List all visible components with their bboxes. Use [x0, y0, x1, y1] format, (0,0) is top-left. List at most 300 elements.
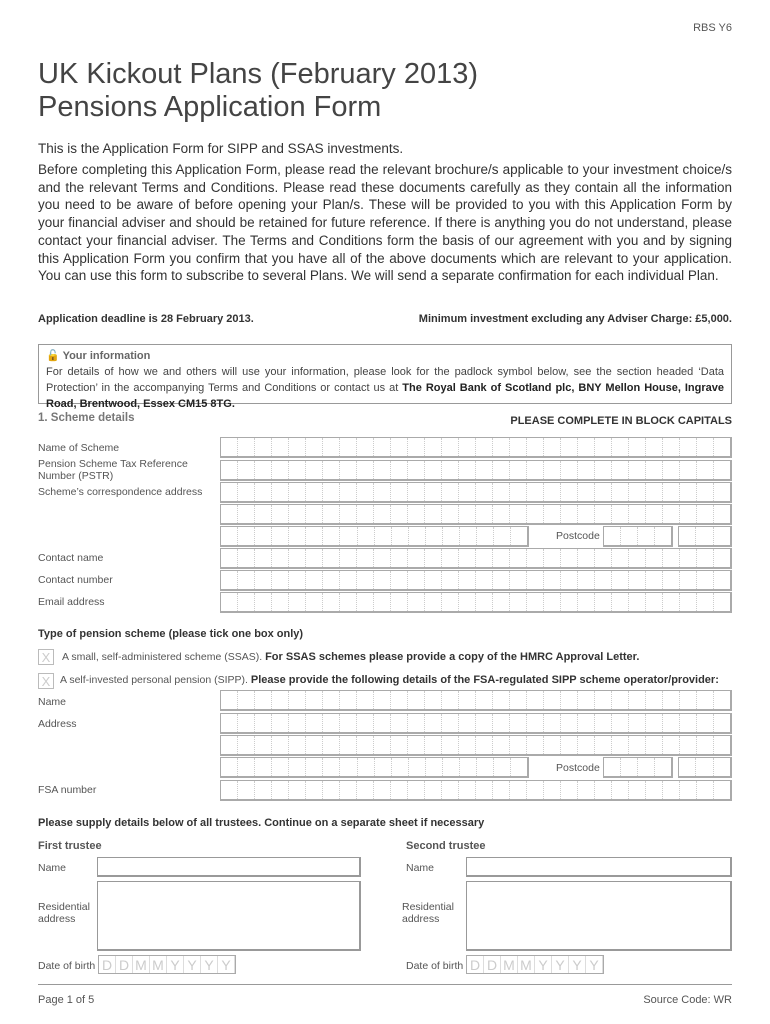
character-cell: [374, 691, 391, 709]
character-cell: [255, 483, 272, 501]
character-cell: [425, 505, 442, 523]
character-cell: [340, 736, 357, 754]
sipp-option: [60, 674, 719, 686]
character-cell: [612, 714, 629, 732]
character-cell: [578, 593, 595, 611]
character-cell: [646, 736, 663, 754]
character-cell: [510, 549, 527, 567]
title-line-1: UK Kickout Plans (February 2013): [38, 58, 479, 90]
second-trustee-dob-field[interactable]: [466, 955, 604, 974]
character-cell: [238, 461, 255, 479]
first-trustee-address-field[interactable]: [97, 881, 361, 951]
provider-address-line-3[interactable]: [220, 757, 529, 778]
character-cell: [425, 714, 442, 732]
address-label-line1: Residential: [402, 901, 454, 913]
provider-address-line-1[interactable]: [220, 713, 732, 734]
character-cell: [374, 549, 391, 567]
character-cell: [255, 527, 272, 545]
character-cell: [595, 781, 612, 799]
character-cell: [289, 461, 306, 479]
your-information-box: [38, 344, 732, 410]
character-cell: [391, 438, 408, 456]
info-text: For details of how we and others will use your information, please look for the padlock symbol below, see the section headed ‘Data Protection’ in the accompanying Terms and Conditions or contact us at: [46, 366, 724, 394]
character-cell: [612, 593, 629, 611]
character-cell: [561, 593, 578, 611]
character-cell: [323, 438, 340, 456]
provider-address-line-2[interactable]: [220, 735, 732, 756]
character-cell: [663, 691, 680, 709]
character-cell: [477, 758, 494, 776]
character-cell: [357, 438, 374, 456]
character-cell: [272, 593, 289, 611]
character-cell: [443, 527, 460, 545]
character-cell: [459, 461, 476, 479]
character-cell: [646, 781, 663, 799]
character-cell: [374, 505, 391, 523]
first-trustee-dob-label: Date of birth: [38, 960, 96, 972]
character-cell: [357, 593, 374, 611]
second-trustee-dob-label: Date of birth: [406, 960, 464, 972]
character-cell: [391, 781, 408, 799]
dob-cell: Y: [569, 956, 586, 973]
character-cell: [340, 483, 357, 501]
character-cell: [357, 571, 374, 589]
character-cell: [391, 505, 408, 523]
character-cell: [561, 483, 578, 501]
character-cell: [494, 527, 511, 545]
character-cell: [374, 571, 391, 589]
character-cell: [221, 736, 238, 754]
scheme-address-line-3[interactable]: [220, 526, 529, 547]
character-cell: [561, 461, 578, 479]
character-cell: [646, 549, 663, 567]
character-cell: [255, 571, 272, 589]
pstr-field[interactable]: [220, 460, 732, 481]
character-cell: [476, 483, 493, 501]
character-cell: [340, 691, 357, 709]
character-cell: [357, 549, 374, 567]
character-cell: [544, 571, 561, 589]
character-cell: [255, 714, 272, 732]
character-cell: [306, 736, 323, 754]
dob-cell: D: [484, 956, 501, 973]
character-cell: [255, 438, 272, 456]
character-cell: [238, 571, 255, 589]
character-cell: [425, 736, 442, 754]
character-cell: [544, 461, 561, 479]
character-cell: [578, 781, 595, 799]
character-cell: [357, 691, 374, 709]
character-cell: [714, 571, 730, 589]
character-cell: [289, 691, 306, 709]
character-cell: [442, 691, 459, 709]
character-cell: [460, 758, 477, 776]
character-cell: [561, 549, 578, 567]
character-cell: [459, 438, 476, 456]
label-fsa-number: FSA number: [38, 784, 97, 796]
character-cell: [561, 571, 578, 589]
character-cell: [272, 736, 289, 754]
character-cell: [714, 549, 730, 567]
character-cell: [629, 571, 646, 589]
character-cell: [663, 714, 680, 732]
character-cell: [493, 691, 510, 709]
character-cell: [221, 527, 238, 545]
character-cell: [425, 593, 442, 611]
ssas-label: A small, self-administered scheme (SSAS).: [62, 651, 263, 663]
character-cell: [595, 505, 612, 523]
form-code: RBS Y6: [693, 22, 732, 34]
dob-cell: Y: [167, 956, 184, 973]
character-cell: [221, 593, 238, 611]
character-cell: [374, 781, 391, 799]
first-trustee-address-label: [38, 901, 90, 925]
character-cell: [459, 714, 476, 732]
character-cell: [697, 736, 714, 754]
character-cell: [714, 781, 730, 799]
scheme-postcode-part-1[interactable]: [603, 526, 673, 547]
character-cell: [374, 593, 391, 611]
character-cell: [595, 691, 612, 709]
scheme-type-heading: Type of pension scheme (please tick one box only): [38, 628, 304, 640]
character-cell: [289, 714, 306, 732]
character-cell: [340, 438, 357, 456]
character-cell: [646, 505, 663, 523]
character-cell: [442, 483, 459, 501]
label-provider-postcode: Postcode: [556, 762, 600, 774]
character-cell: [510, 593, 527, 611]
character-cell: [621, 758, 638, 776]
character-cell: [646, 483, 663, 501]
character-cell: [493, 714, 510, 732]
character-cell: [425, 461, 442, 479]
character-cell: [289, 505, 306, 523]
character-cell: [604, 527, 621, 545]
character-cell: [510, 714, 527, 732]
first-trustee-dob-field[interactable]: [98, 955, 236, 974]
character-cell: [578, 438, 595, 456]
character-cell: [629, 593, 646, 611]
character-cell: [527, 593, 544, 611]
character-cell: [595, 571, 612, 589]
dob-cell: Y: [552, 956, 569, 973]
character-cell: [476, 781, 493, 799]
character-cell: [340, 549, 357, 567]
sipp-label: A self-invested personal pension (SIPP).: [60, 674, 248, 686]
character-cell: [697, 483, 714, 501]
character-cell: [340, 781, 357, 799]
character-cell: [459, 549, 476, 567]
character-cell: [714, 736, 730, 754]
character-cell: [374, 714, 391, 732]
character-cell: [612, 505, 629, 523]
character-cell: [375, 758, 392, 776]
character-cell: [306, 549, 323, 567]
trustees-heading: Please supply details below of all trustees. Continue on a separate sheet if necessary: [38, 817, 485, 829]
character-cell: [323, 461, 340, 479]
dob-cell: D: [116, 956, 133, 973]
character-cell: [697, 461, 714, 479]
character-cell: [655, 527, 671, 545]
section-scheme-details: 1. Scheme details: [38, 412, 135, 424]
character-cell: [409, 758, 426, 776]
character-cell: [714, 527, 730, 545]
character-cell: [306, 714, 323, 732]
character-cell: [272, 438, 289, 456]
character-cell: [476, 593, 493, 611]
character-cell: [459, 691, 476, 709]
character-cell: [425, 781, 442, 799]
character-cell: [459, 593, 476, 611]
character-cell: [425, 549, 442, 567]
character-cell: [612, 461, 629, 479]
character-cell: [578, 571, 595, 589]
character-cell: [595, 549, 612, 567]
character-cell: [289, 549, 306, 567]
sipp-note: Please provide the following details of the FSA-regulated SIPP scheme operator/provider:: [250, 674, 719, 686]
first-trustee-name-field[interactable]: [97, 857, 361, 877]
character-cell: [272, 691, 289, 709]
character-cell: [323, 758, 340, 776]
character-cell: [595, 483, 612, 501]
character-cell: [392, 758, 409, 776]
character-cell: [714, 505, 730, 523]
character-cell: [442, 714, 459, 732]
ssas-checkbox[interactable]: X: [38, 649, 54, 665]
character-cell: [408, 593, 425, 611]
character-cell: [544, 736, 561, 754]
character-cell: [714, 758, 730, 776]
character-cell: [697, 549, 714, 567]
character-cell: [493, 593, 510, 611]
info-heading: Your information: [62, 350, 151, 362]
character-cell: [272, 505, 289, 523]
character-cell: [425, 438, 442, 456]
character-cell: [340, 505, 357, 523]
label-scheme-name: Name of Scheme: [38, 442, 120, 454]
character-cell: [238, 483, 255, 501]
character-cell: [460, 527, 477, 545]
footer-divider: [38, 984, 732, 985]
character-cell: [476, 691, 493, 709]
character-cell: [493, 736, 510, 754]
character-cell: [340, 593, 357, 611]
character-cell: [714, 691, 730, 709]
character-cell: [408, 438, 425, 456]
character-cell: [357, 714, 374, 732]
character-cell: [680, 781, 697, 799]
label-provider-name: Name: [38, 696, 67, 708]
character-cell: [391, 549, 408, 567]
character-cell: [306, 483, 323, 501]
character-cell: [697, 593, 714, 611]
character-cell: [544, 593, 561, 611]
character-cell: [679, 527, 696, 545]
provider-postcode-part-2[interactable]: [678, 757, 732, 778]
deadline-text: Application deadline is 28 February 2013.: [38, 313, 254, 325]
character-cell: [238, 549, 255, 567]
dob-cell: Y: [184, 956, 201, 973]
character-cell: [477, 527, 494, 545]
character-cell: [604, 758, 621, 776]
dob-cell: M: [501, 956, 518, 973]
character-cell: [655, 758, 671, 776]
dob-cell: Y: [201, 956, 218, 973]
character-cell: [272, 758, 289, 776]
character-cell: [459, 505, 476, 523]
second-trustee-name-field[interactable]: [466, 857, 732, 877]
character-cell: [391, 691, 408, 709]
scheme-name-field[interactable]: [220, 437, 732, 458]
character-cell: [255, 505, 272, 523]
second-trustee-address-field[interactable]: [466, 881, 732, 951]
character-cell: [493, 505, 510, 523]
character-cell: [476, 461, 493, 479]
page-title: [38, 58, 478, 124]
character-cell: [323, 527, 340, 545]
character-cell: [663, 505, 680, 523]
character-cell: [629, 505, 646, 523]
character-cell: [510, 483, 527, 501]
address-label-line2: address: [38, 913, 76, 925]
character-cell: [544, 714, 561, 732]
character-cell: [374, 438, 391, 456]
character-cell: [323, 781, 340, 799]
email-field[interactable]: [220, 592, 732, 613]
character-cell: [629, 781, 646, 799]
character-cell: [340, 461, 357, 479]
character-cell: [663, 571, 680, 589]
character-cell: [272, 461, 289, 479]
character-cell: [527, 505, 544, 523]
character-cell: [221, 483, 238, 501]
character-cell: [680, 505, 697, 523]
character-cell: [595, 438, 612, 456]
character-cell: [459, 736, 476, 754]
character-cell: [374, 483, 391, 501]
character-cell: [289, 527, 306, 545]
character-cell: [493, 461, 510, 479]
provider-name-field[interactable]: [220, 690, 732, 711]
character-cell: [561, 781, 578, 799]
character-cell: [408, 571, 425, 589]
sipp-checkbox[interactable]: X: [38, 673, 54, 689]
character-cell: [408, 483, 425, 501]
character-cell: [323, 593, 340, 611]
minimum-investment-text: Minimum investment excluding any Adviser Charge: £5,000.: [418, 313, 732, 325]
dob-cell: D: [467, 956, 484, 973]
character-cell: [272, 781, 289, 799]
character-cell: [425, 571, 442, 589]
character-cell: [442, 549, 459, 567]
character-cell: [289, 571, 306, 589]
character-cell: [221, 714, 238, 732]
character-cell: [442, 571, 459, 589]
dob-cell: Y: [586, 956, 603, 973]
character-cell: [646, 461, 663, 479]
character-cell: [426, 758, 443, 776]
character-cell: [306, 505, 323, 523]
provider-postcode-part-1[interactable]: [603, 757, 673, 778]
character-cell: [663, 781, 680, 799]
character-cell: [391, 593, 408, 611]
scheme-postcode-part-2[interactable]: [678, 526, 732, 547]
character-cell: [493, 571, 510, 589]
scheme-address-line-2[interactable]: [220, 504, 732, 525]
character-cell: [476, 714, 493, 732]
character-cell: [680, 736, 697, 754]
character-cell: [646, 593, 663, 611]
character-cell: [340, 527, 357, 545]
character-cell: [578, 714, 595, 732]
character-cell: [527, 781, 544, 799]
character-cell: [357, 461, 374, 479]
character-cell: [629, 549, 646, 567]
scheme-address-line-1[interactable]: [220, 482, 732, 503]
character-cell: [408, 781, 425, 799]
character-cell: [289, 438, 306, 456]
character-cell: [425, 483, 442, 501]
character-cell: [697, 781, 714, 799]
character-cell: [680, 483, 697, 501]
character-cell: [221, 758, 238, 776]
character-cell: [663, 593, 680, 611]
character-cell: [306, 593, 323, 611]
character-cell: [289, 483, 306, 501]
character-cell: [510, 691, 527, 709]
character-cell: [238, 781, 255, 799]
character-cell: [612, 549, 629, 567]
character-cell: [544, 549, 561, 567]
second-trustee-heading: Second trustee: [406, 840, 486, 852]
character-cell: [306, 438, 323, 456]
fsa-number-field[interactable]: [220, 780, 732, 801]
contact-name-field[interactable]: [220, 548, 732, 569]
character-cell: [306, 571, 323, 589]
character-cell: [323, 549, 340, 567]
character-cell: [714, 461, 730, 479]
character-cell: [494, 758, 511, 776]
character-cell: [408, 549, 425, 567]
character-cell: [357, 505, 374, 523]
character-cell: [595, 736, 612, 754]
character-cell: [289, 593, 306, 611]
character-cell: [646, 438, 663, 456]
character-cell: [442, 505, 459, 523]
character-cell: [612, 736, 629, 754]
character-cell: [578, 461, 595, 479]
character-cell: [442, 593, 459, 611]
character-cell: [238, 691, 255, 709]
character-cell: [663, 461, 680, 479]
character-cell: [391, 571, 408, 589]
label-contact-number: Contact number: [38, 574, 113, 586]
character-cell: [638, 527, 655, 545]
character-cell: [629, 736, 646, 754]
character-cell: [714, 593, 730, 611]
character-cell: [408, 691, 425, 709]
contact-number-field[interactable]: [220, 570, 732, 591]
character-cell: [289, 781, 306, 799]
character-cell: [306, 527, 323, 545]
character-cell: [697, 691, 714, 709]
title-line-2: Pensions Application Form: [38, 91, 382, 123]
label-email: Email address: [38, 596, 105, 608]
character-cell: [510, 571, 527, 589]
character-cell: [221, 549, 238, 567]
character-cell: [306, 691, 323, 709]
character-cell: [561, 714, 578, 732]
